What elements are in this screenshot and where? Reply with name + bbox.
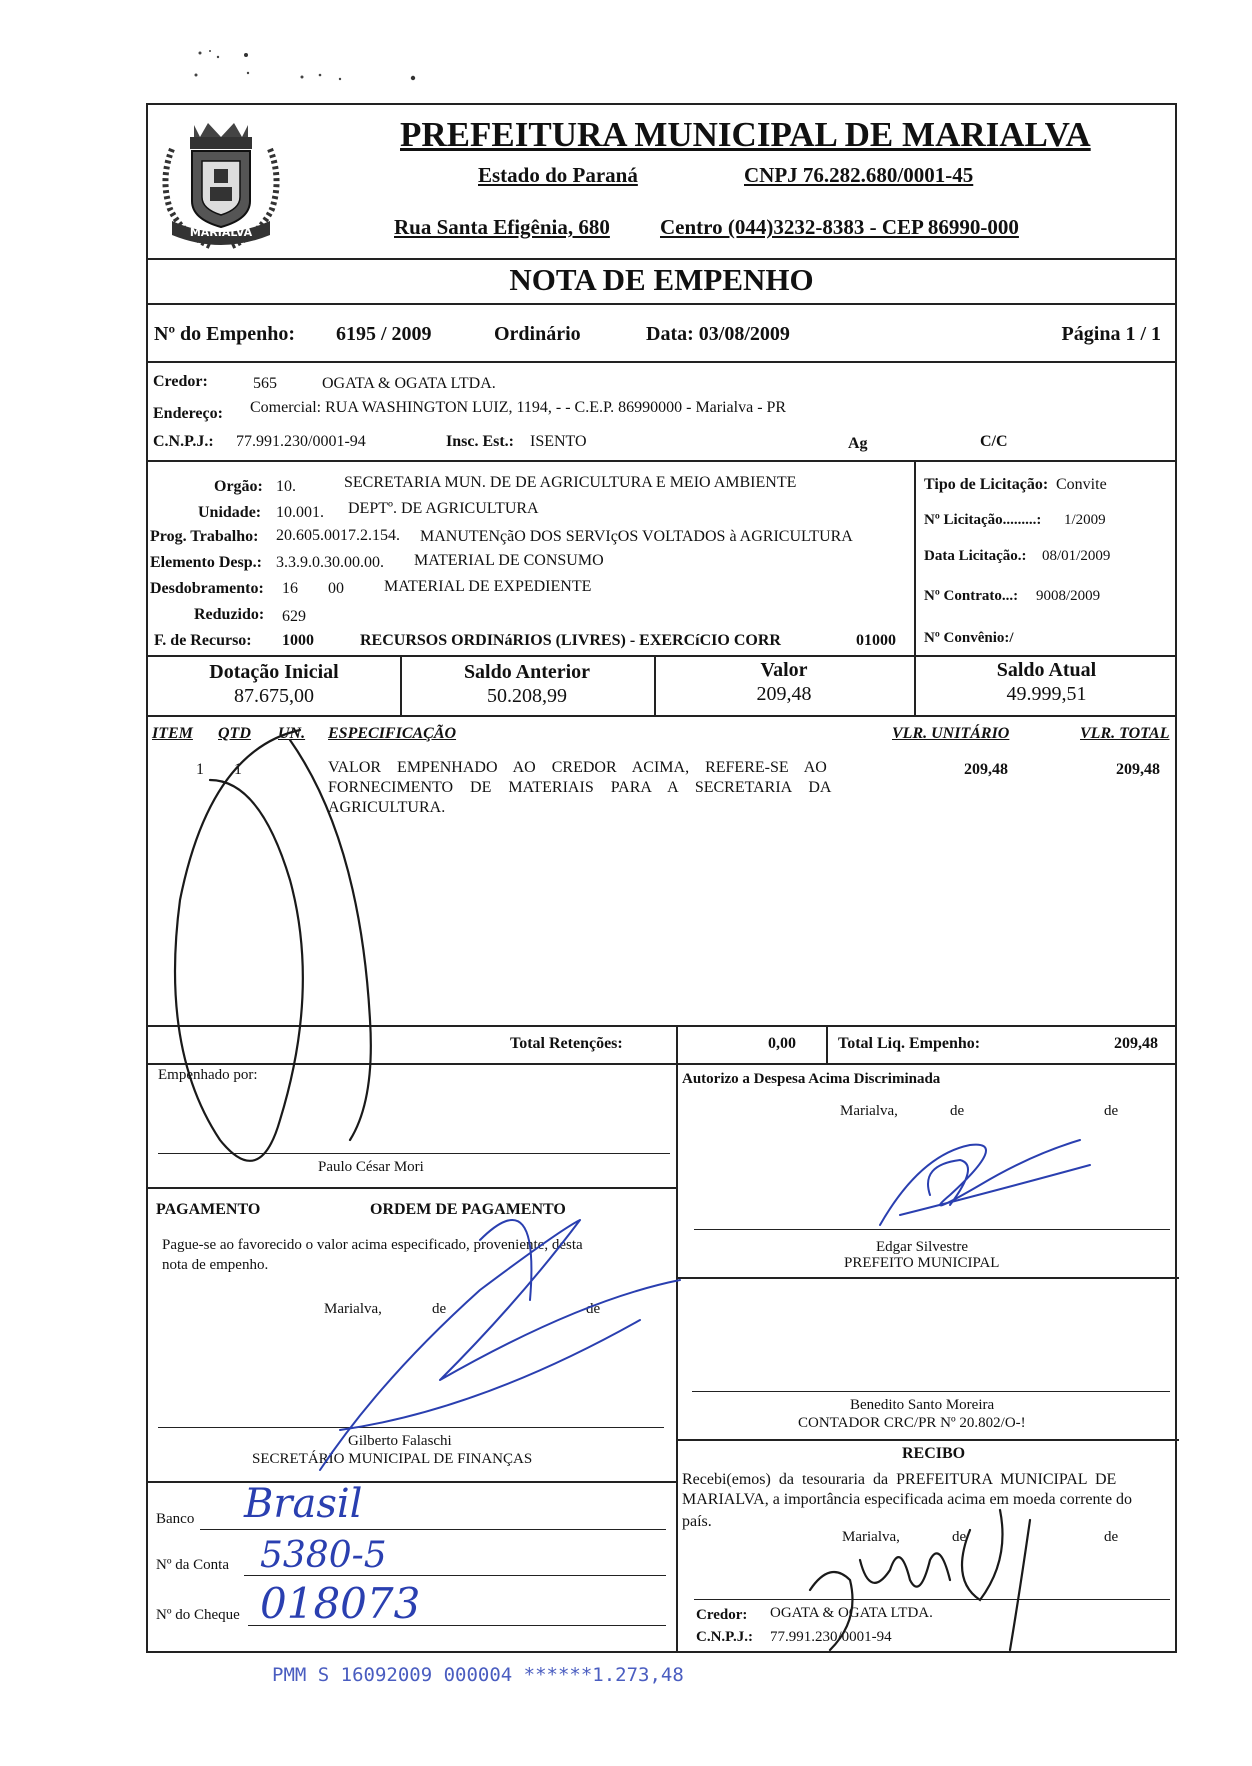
pagamento-text2: nota de empenho. xyxy=(162,1257,269,1273)
desdobramento-sub: 00 xyxy=(328,580,344,597)
atual-value: 49.999,51 xyxy=(1006,683,1087,705)
state-label: Estado do Paraná xyxy=(478,163,638,187)
recibo-text2: MARIALVA, a importância especificada acima em moeda corrente do xyxy=(682,1491,1133,1508)
document-frame xyxy=(146,103,1177,1653)
totais-row xyxy=(148,1025,1175,1065)
crest-icon xyxy=(152,109,290,255)
bank-stamp: PMM S 16092009 000004 ******1.273,48 xyxy=(272,1664,684,1686)
insc-label: Insc. Est.: xyxy=(446,433,515,450)
contrato-label: Nº Contrato...: xyxy=(924,588,1019,604)
data-licitacao-label: Data Licitação.: xyxy=(924,548,1027,564)
credor-name: OGATA & OGATA LTDA. xyxy=(322,375,496,392)
recibo-text1: Recebi(emos) da tesouraria da PREFEITURA MUNICIPAL DE xyxy=(682,1471,1117,1488)
empenho-date: Data: 03/08/2009 xyxy=(646,323,790,345)
recibo-text3: país. xyxy=(682,1513,712,1530)
item-unit-value: 209,48 xyxy=(964,761,1008,778)
endereco-value: Comercial: RUA WASHINGTON LUIZ, 1194, - - C.E.P. 86990000 - Marialva - PR xyxy=(250,399,787,416)
pagamento-de2: de xyxy=(586,1301,601,1317)
anterior-value: 50.208,99 xyxy=(487,685,567,707)
liquido-value: 209,48 xyxy=(1114,1035,1158,1052)
retencoes-label: Total Retenções: xyxy=(510,1035,623,1052)
prefeito-role: PREFEITO MUNICIPAL xyxy=(844,1255,1000,1271)
ag-label: Ag xyxy=(848,435,868,452)
pagamento-place: Marialva, xyxy=(324,1301,382,1317)
conta-handwritten: 5380-5 xyxy=(260,1535,387,1576)
item-desc-line2: FORNECIMENTO DE MATERIAIS PARA A SECRETARIA DA xyxy=(328,779,832,796)
col-qtd: QTD xyxy=(218,725,251,742)
cnpj-label: C.N.P.J.: xyxy=(153,433,214,450)
desdobramento-desc: MATERIAL DE EXPEDIENTE xyxy=(384,578,592,595)
pagamento-text1: Pague-se ao favorecido o valor acima especificado, proveniente, desta xyxy=(162,1237,583,1253)
recibo-place: Marialva, xyxy=(842,1529,900,1545)
desdobramento-value: 16 xyxy=(282,580,298,597)
autorizo-label: Autorizo a Despesa Acima Discriminada xyxy=(682,1071,941,1087)
tipo-licitacao-label: Tipo de Licitação: xyxy=(924,476,1049,493)
credor-section xyxy=(148,361,1175,462)
prog-label: Prog. Trabalho: xyxy=(150,528,259,545)
unidade-desc: DEPTº. DE AGRICULTURA xyxy=(348,500,539,517)
orcamento-section xyxy=(148,460,1175,657)
num-licitacao-label: Nº Licitação.........: xyxy=(924,512,1042,528)
banco-handwritten: Brasil xyxy=(244,1481,363,1527)
autorizo-place: Marialva, xyxy=(840,1103,898,1119)
recurso-label: F. de Recurso: xyxy=(154,632,252,649)
empenhado-label: Empenhado por: xyxy=(158,1067,258,1083)
pagamento-de1: de xyxy=(432,1301,447,1317)
empenhado-name: Paulo César Mori xyxy=(318,1159,424,1175)
col-un: UN. xyxy=(278,725,306,742)
contador-name: Benedito Santo Moreira xyxy=(850,1397,995,1413)
liquido-label: Total Liq. Empenho: xyxy=(838,1035,981,1052)
reduzido-label: Reduzido: xyxy=(194,606,265,623)
item-desc-line3: AGRICULTURA. xyxy=(328,799,446,816)
credor-label: Credor: xyxy=(153,373,208,390)
item-number: 1 xyxy=(196,761,204,778)
valor-label: Valor xyxy=(760,659,808,681)
elemento-value: 3.3.9.0.30.00.00. xyxy=(276,554,384,571)
orgao-value: 10. xyxy=(276,478,296,495)
convenio-label: Nº Convênio:/ xyxy=(924,630,1014,646)
address: Rua Santa Efigênia, 680 xyxy=(394,215,610,239)
saldos-row xyxy=(148,655,1175,717)
letterhead xyxy=(148,105,1175,260)
valor-value: 209,48 xyxy=(756,683,812,705)
col-item: ITEM xyxy=(152,725,193,742)
anterior-label: Saldo Anterior xyxy=(463,661,591,683)
municipal-cnpj: CNPJ 76.282.680/0001-45 xyxy=(744,163,974,187)
doc-title: NOTA DE EMPENHO xyxy=(509,262,814,297)
num-licitacao-value: 1/2009 xyxy=(1064,512,1106,528)
contact-info: Centro (044)3232-8383 - CEP 86990-000 xyxy=(660,215,1019,239)
unidade-value: 10.001. xyxy=(276,504,324,521)
empenho-label: Nº do Empenho: xyxy=(154,323,296,345)
svg-text:MARIALVA: MARIALVA xyxy=(189,226,253,239)
elemento-label: Elemento Desp.: xyxy=(150,554,262,571)
elemento-desc: MATERIAL DE CONSUMO xyxy=(414,552,604,569)
recibo-cnpj-label: C.N.P.J.: xyxy=(696,1629,753,1645)
cc-label: C/C xyxy=(980,433,1008,450)
dotacao-value: 87.675,00 xyxy=(234,685,314,707)
empenho-row xyxy=(148,303,1175,363)
tipo-licitacao-value: Convite xyxy=(1056,476,1107,493)
orgao-desc: SECRETARIA MUN. DE DE AGRICULTURA E MEIO AMBIENTE xyxy=(344,474,797,491)
recurso-code: 01000 xyxy=(856,632,896,649)
empenho-number: 6195 / 2009 xyxy=(336,323,432,345)
recibo-cnpj-value: 77.991.230/0001-94 xyxy=(770,1629,892,1645)
unidade-label: Unidade: xyxy=(198,504,262,521)
recibo-credor-name: OGATA & OGATA LTDA. xyxy=(770,1605,933,1621)
contrato-value: 9008/2009 xyxy=(1036,588,1101,604)
atual-label: Saldo Atual xyxy=(996,659,1097,681)
item-total-value: 209,48 xyxy=(1116,761,1160,778)
cnpj-value: 77.991.230/0001-94 xyxy=(236,433,366,450)
items-section xyxy=(148,715,1175,1035)
secretario-name: Gilberto Falaschi xyxy=(348,1433,452,1449)
autorizo-de1: de xyxy=(950,1103,965,1119)
prefeito-name: Edgar Silvestre xyxy=(876,1239,969,1255)
ordem-pagamento-label: ORDEM DE PAGAMENTO xyxy=(370,1201,566,1218)
recibo-de2: de xyxy=(1104,1529,1119,1545)
col-espec: ESPECIFICAÇÃO xyxy=(328,725,457,742)
retencoes-value: 0,00 xyxy=(768,1035,796,1052)
recurso-value: 1000 xyxy=(282,632,314,649)
contador-role: CONTADOR CRC/PR Nº 20.802/O-! xyxy=(798,1415,1026,1431)
scan-specks xyxy=(190,45,430,95)
recibo-de1: de xyxy=(952,1529,967,1545)
page-number: Página 1 / 1 xyxy=(1061,323,1161,345)
secretario-role: SECRETÁRIO MUNICIPAL DE FINANÇAS xyxy=(252,1451,533,1467)
endereco-label: Endereço: xyxy=(153,405,223,422)
item-qtd: 1 xyxy=(234,761,242,778)
prog-value: 20.605.0017.2.154. xyxy=(276,527,400,544)
autorizo-de2: de xyxy=(1104,1103,1119,1119)
conta-label: Nº da Conta xyxy=(156,1557,229,1573)
recurso-desc: RECURSOS ORDINáRIOS (LIVRES) - EXERCíCIO CORR xyxy=(360,632,781,649)
orgao-label: Orgão: xyxy=(214,478,263,495)
item-desc-line1: VALOR EMPENHADO AO CREDOR ACIMA, REFERE-SE AO xyxy=(328,759,827,776)
recibo-credor-label: Credor: xyxy=(696,1607,748,1623)
page-title: PREFEITURA MUNICIPAL DE MARIALVA xyxy=(400,115,1091,154)
reduzido-value: 629 xyxy=(282,608,306,625)
banco-label: Banco xyxy=(156,1511,195,1527)
col-unit: VLR. UNITÁRIO xyxy=(892,725,1010,742)
empenho-type: Ordinário xyxy=(494,323,581,345)
dotacao-label: Dotação Inicial xyxy=(209,661,339,683)
pagamento-label: PAGAMENTO xyxy=(156,1201,261,1218)
doc-title-row xyxy=(148,258,1175,305)
data-licitacao-value: 08/01/2009 xyxy=(1042,548,1111,564)
prog-desc: MANUTENçãO DOS SERVIçOS VOLTADOS à AGRICULTURA xyxy=(420,528,853,545)
cheque-label: Nº do Cheque xyxy=(156,1607,240,1623)
insc-value: ISENTO xyxy=(530,433,587,450)
credor-code: 565 xyxy=(253,375,277,392)
col-total: VLR. TOTAL xyxy=(1080,725,1170,742)
recibo-title: RECIBO xyxy=(902,1445,966,1462)
cheque-handwritten: 018073 xyxy=(260,1579,421,1628)
desdobramento-label: Desdobramento: xyxy=(150,580,264,597)
